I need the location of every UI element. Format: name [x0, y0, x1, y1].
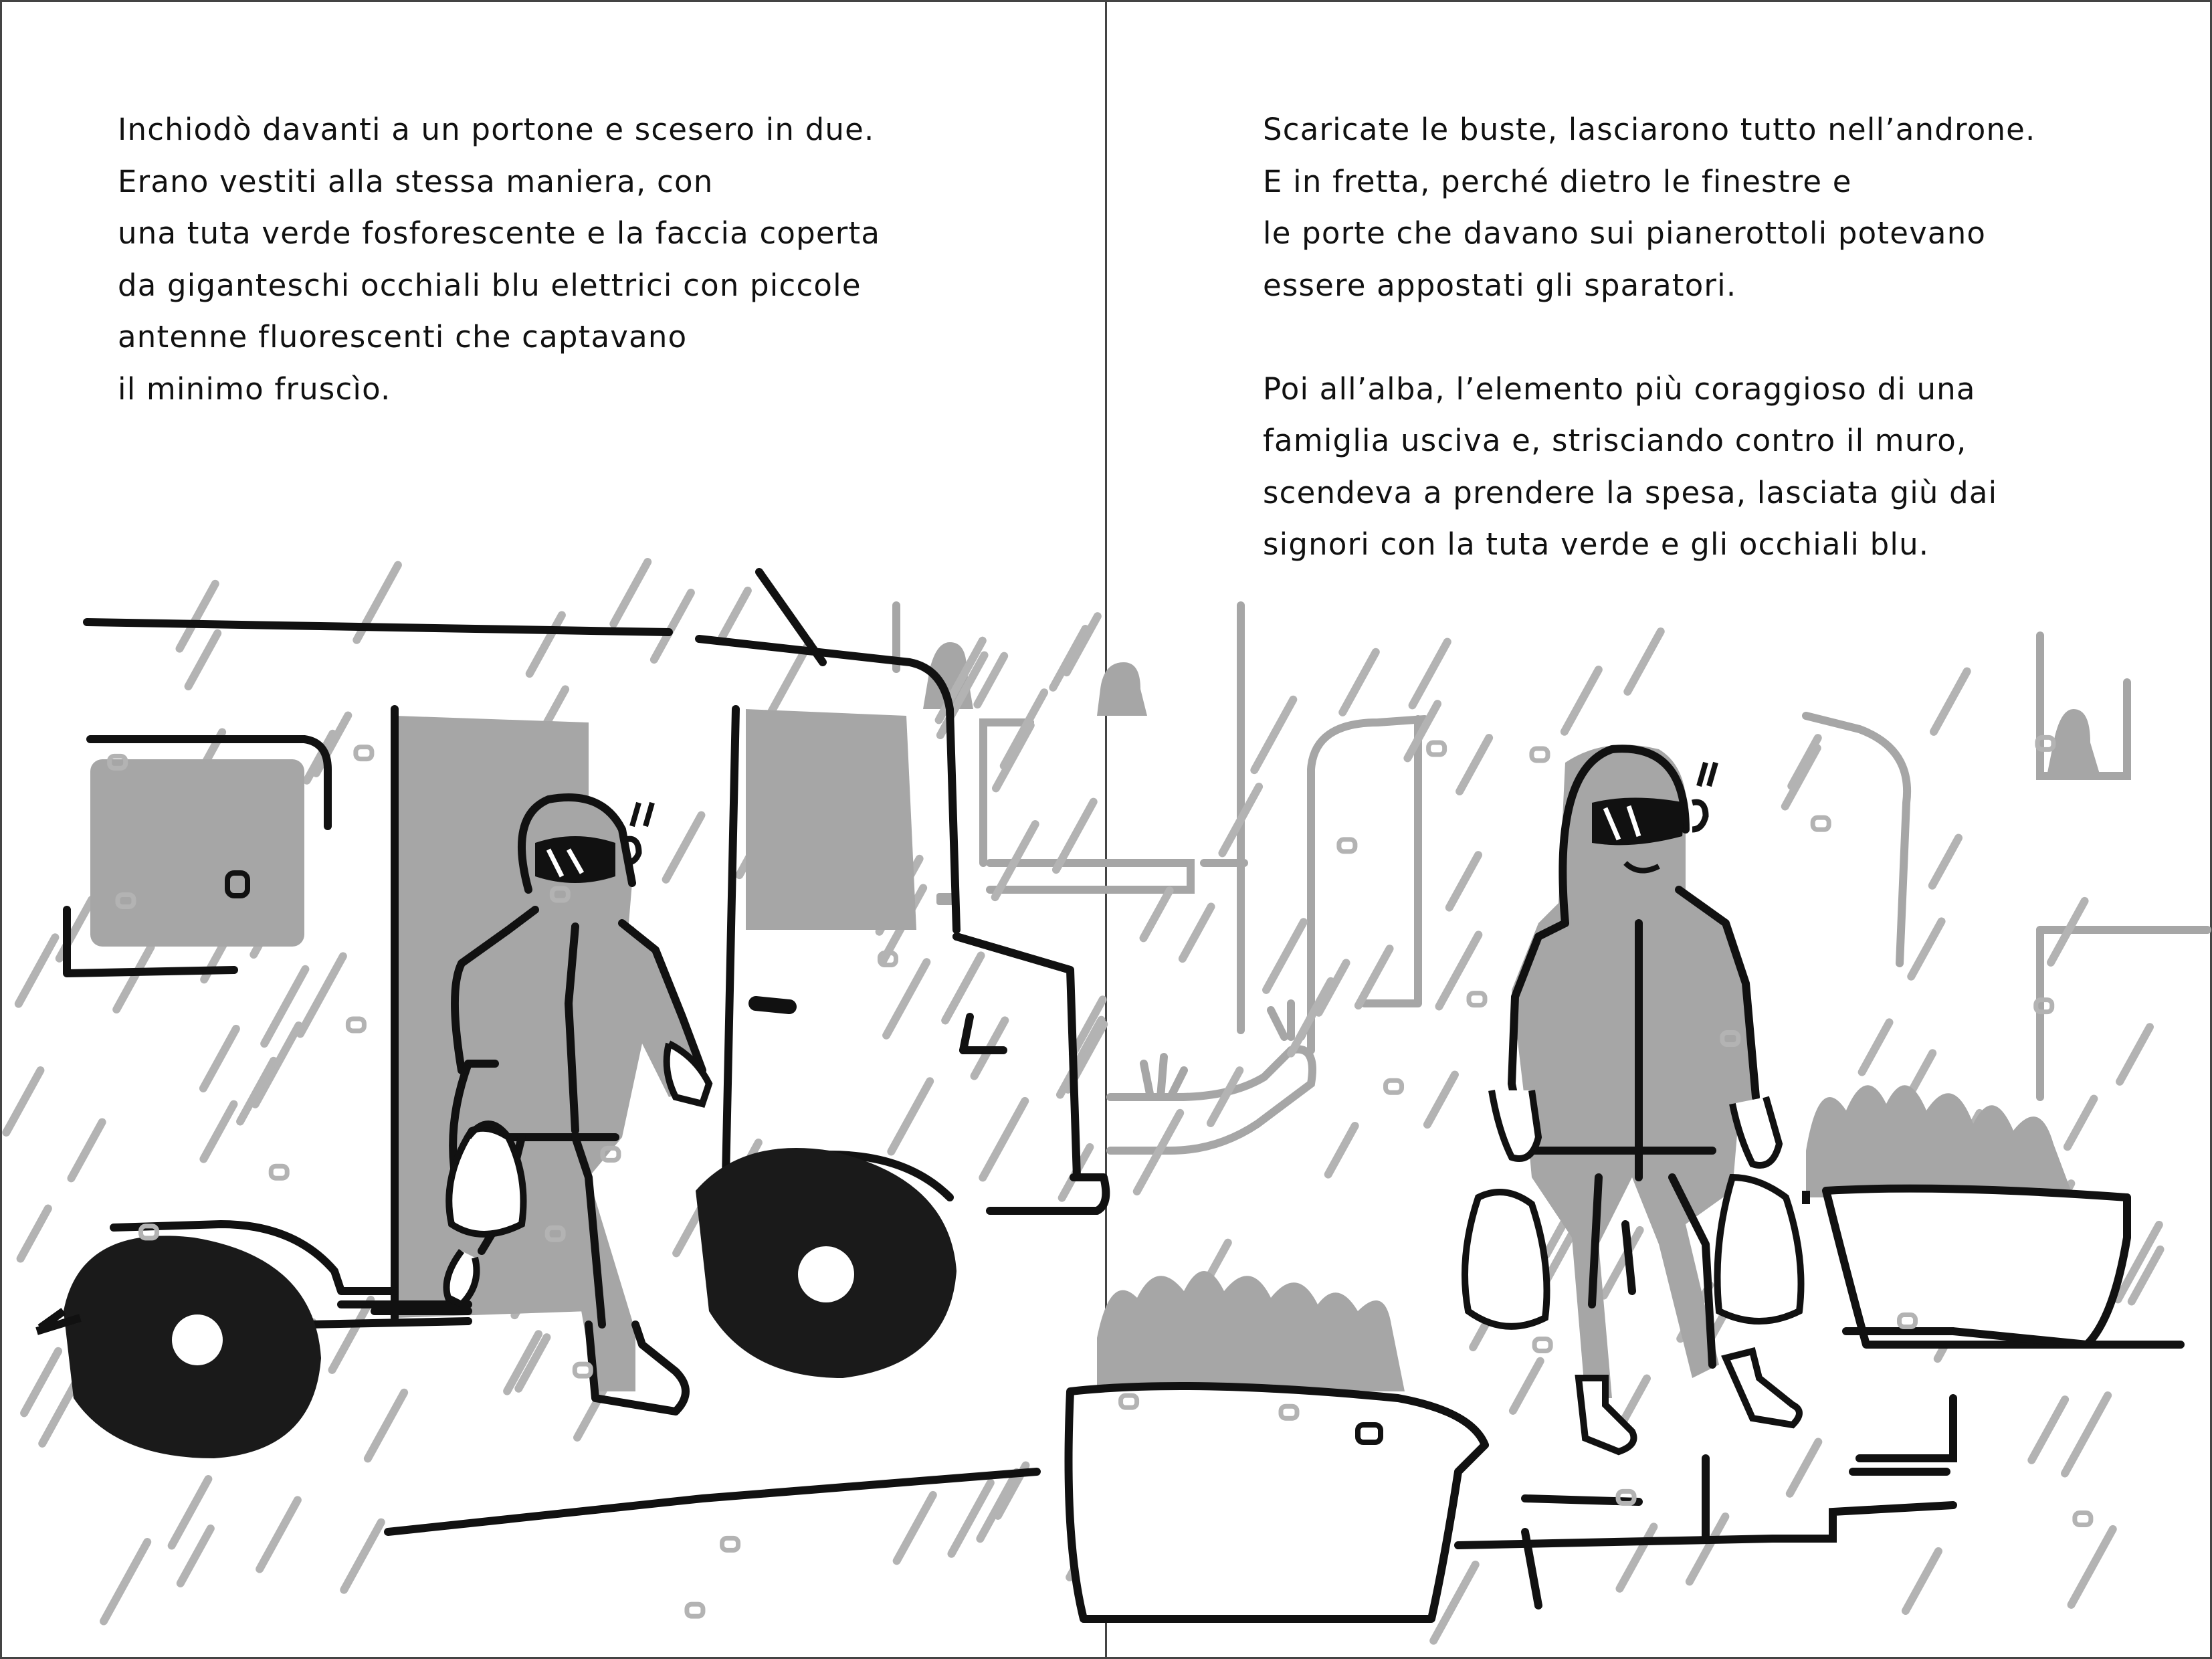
rain-streak	[1359, 949, 1390, 1005]
text-line: da giganteschi occhiali blu elettrici con piccole	[118, 267, 862, 303]
rain-streak	[1266, 922, 1304, 990]
text-line: E in fretta, perché dietro le finestre e	[1263, 163, 1852, 199]
rain-streak	[2068, 1099, 2094, 1147]
rain-streak	[260, 1500, 298, 1569]
splash-drop	[271, 1166, 287, 1178]
rain-streak	[1328, 1126, 1355, 1175]
rain-streak	[71, 1122, 102, 1178]
splash-drop	[348, 1019, 364, 1031]
rain-streak	[1067, 616, 1098, 672]
rain-streak	[368, 1393, 404, 1459]
rain-streak	[116, 947, 150, 1009]
rain-streak	[2132, 1250, 2160, 1302]
text-line: Poi all’alba, l’elemento più coraggioso di una	[1263, 371, 1976, 407]
splash-drop	[1469, 993, 1485, 1005]
rain-streak	[6, 1070, 40, 1133]
rain-streak	[19, 937, 56, 1003]
rain-streak	[1862, 1022, 1890, 1072]
rain-streak	[332, 1300, 371, 1370]
rain-streak	[897, 1495, 933, 1561]
splash-drop	[1429, 743, 1445, 755]
rain-streak	[1060, 1020, 1102, 1095]
rain-streak	[2072, 1529, 2113, 1605]
rain-streak	[1565, 670, 1599, 732]
van-cab-window	[746, 709, 916, 930]
rain-streak	[1439, 935, 1479, 1006]
rain-streak	[2031, 1399, 2065, 1460]
rain-streak	[240, 1061, 274, 1122]
rain-streak	[1906, 1551, 1938, 1611]
rain-streak	[104, 1542, 147, 1621]
rain-streak	[1254, 700, 1293, 770]
splash-drop	[687, 1604, 703, 1616]
text-line: Erano vestiti alla stessa maniera, con	[118, 163, 714, 199]
text-line: antenne fluorescenti che captavano	[118, 319, 688, 355]
rain-streak	[256, 1026, 299, 1104]
splash-drop	[141, 1226, 157, 1238]
rain-streak	[203, 1029, 236, 1088]
splash-drop	[1534, 1339, 1550, 1351]
rain-streak	[24, 1351, 58, 1413]
rain-streak	[344, 1523, 381, 1590]
rain-streak	[945, 955, 981, 1020]
text-line: Inchiodò davanti a un portone e scesero in due.	[118, 112, 875, 147]
van-wheel-front	[696, 1148, 957, 1378]
splash-drop	[1386, 1080, 1402, 1092]
text-line: scendeva a prendere la spesa, lasciata giù dai	[1263, 474, 1998, 510]
van-rear-window	[90, 759, 304, 947]
rain-streak	[1407, 704, 1437, 758]
rain-streak	[1342, 652, 1376, 712]
rain-streak	[996, 725, 1031, 788]
rain-streak	[42, 1382, 76, 1443]
rain-streak	[1790, 1442, 1819, 1493]
rain-streak	[1427, 1074, 1455, 1125]
rain-streak	[951, 1483, 990, 1554]
splash-drop	[575, 1364, 591, 1376]
rain-streak	[2065, 1395, 2108, 1474]
rain-streak	[666, 815, 702, 880]
rain-streak	[530, 615, 562, 674]
rain-streak	[891, 1081, 930, 1151]
rain-streak	[1911, 921, 1941, 976]
splash-drop	[1532, 749, 1548, 761]
rain-streak	[21, 1209, 48, 1259]
text-line: le porte che davano sui pianerottoli potevano	[1263, 215, 1987, 251]
text-line: famiglia usciva e, strisciando contro il muro,	[1263, 423, 1967, 458]
rain-streak	[721, 591, 748, 640]
rain-streak	[1183, 906, 1211, 959]
rain-streak	[1449, 855, 1478, 908]
rain-streak	[1513, 1361, 1540, 1411]
text-line: una tuta verde fosforescente e la faccia coperta	[118, 215, 881, 251]
splash-drop	[722, 1538, 738, 1550]
planter-front	[1069, 1271, 1486, 1619]
rain-streak	[1053, 629, 1085, 688]
rain-streak	[203, 1104, 233, 1159]
rain-streak	[1785, 748, 1817, 806]
text-line: il minimo fruscìo.	[118, 371, 391, 407]
rain-streak	[886, 962, 926, 1036]
text-line: essere appostati gli sparatori.	[1263, 267, 1737, 303]
rain-streak	[189, 633, 218, 686]
rain-streak	[2120, 1027, 2150, 1082]
rain-streak	[983, 1101, 1025, 1178]
text-line: signori con la tuta verde e gli occhiali blu.	[1263, 526, 1930, 562]
rain-streak	[1620, 1527, 1654, 1588]
rain-streak	[1413, 642, 1447, 705]
rain-streak	[980, 1472, 1017, 1539]
rain-streak	[1460, 738, 1489, 791]
splash-drop	[356, 747, 372, 759]
splash-drop	[1813, 817, 1829, 830]
rain-streak	[613, 562, 647, 624]
rain-streak	[1144, 890, 1170, 938]
figure-with-bags-right	[1465, 745, 1801, 1452]
text-line: Scaricate le buste, lasciarono tutto nell’androne.	[1263, 112, 2036, 147]
rain-streak	[1932, 838, 1958, 886]
van-wheel-rear	[37, 1236, 321, 1458]
splash-drop	[1339, 840, 1355, 852]
rain-streak	[1627, 631, 1660, 692]
rain-streak	[181, 1529, 211, 1583]
splash-drop	[2075, 1512, 2091, 1525]
rain-streak	[654, 593, 691, 660]
rain-streak	[1934, 672, 1967, 732]
